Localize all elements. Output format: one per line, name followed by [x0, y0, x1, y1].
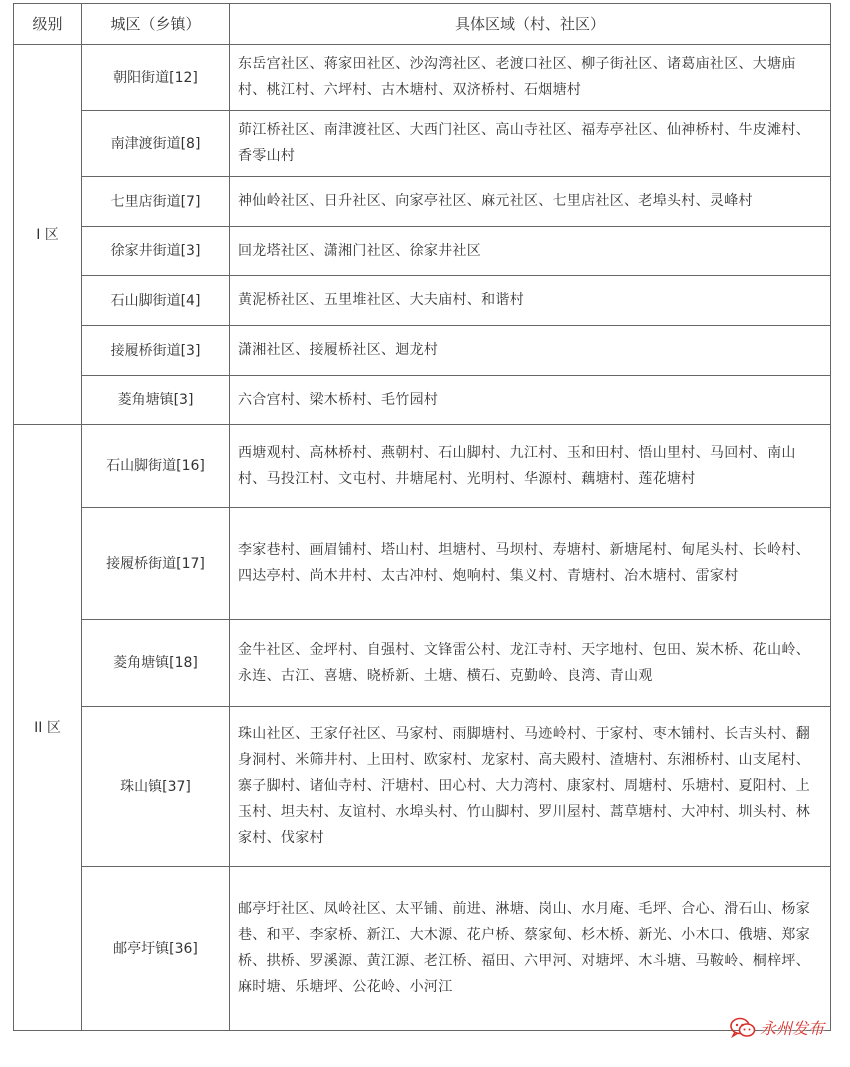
table-row: [14, 326, 831, 376]
areas-cell: 潇湘社区、接履桥社区、迴龙村: [230, 326, 831, 376]
town-cell: 珠山镇[37]: [82, 707, 230, 867]
table-row: [14, 707, 831, 867]
areas-cell: 黄泥桥社区、五里堆社区、大夫庙村、和谐村: [230, 276, 831, 326]
town-cell: 七里店街道[7]: [82, 177, 230, 227]
areas-cell: 西塘观村、高林桥村、燕朝村、石山脚村、九江村、玉和田村、悟山里村、马回村、南山村、马投江村、文屯村、井塘尾村、光明村、华源村、藕塘村、莲花塘村: [230, 425, 831, 508]
areas-cell: 神仙岭社区、日升社区、向家亭社区、麻元社区、七里店社区、老埠头村、灵峰村: [230, 177, 831, 227]
table-row: [14, 620, 831, 707]
table-row: [14, 508, 831, 620]
table-row: [14, 111, 831, 177]
town-cell: 朝阳街道[12]: [82, 45, 230, 111]
wechat-logo-icon: [730, 1017, 756, 1039]
areas-cell: 邮亭圩社区、凤岭社区、太平铺、前进、淋塘、岗山、水月庵、毛坪、合心、滑石山、杨家巷、和平、李家桥、新江、大木源、花户桥、蔡家甸、杉木桥、新光、小木口、俄塘、郑家桥、拱桥、罗溪源、黄江源、老江桥、福田、六甲河、对塘坪、木斗塘、马鞍岭、桐梓坪、麻时塘、乐塘坪、公花岭、小河江: [230, 867, 831, 1031]
town-cell: 菱角塘镇[3]: [82, 376, 230, 425]
level-cell-2: II 区: [14, 425, 82, 1031]
district-table: [13, 3, 831, 1031]
town-cell: 南津渡街道[8]: [82, 111, 230, 177]
areas-cell: 回龙塔社区、潇湘门社区、徐家井社区: [230, 227, 831, 276]
watermark: [730, 1016, 824, 1039]
areas-cell: 金牛社区、金坪村、自强村、文锋雷公村、龙江寺村、天字地村、包田、炭木桥、花山岭、永连、古江、喜塘、晓桥新、土塘、横石、克勤岭、良湾、青山观: [230, 620, 831, 707]
town-cell: 接履桥街道[3]: [82, 326, 230, 376]
town-cell: 邮亭圩镇[36]: [82, 867, 230, 1031]
town-cell: 石山脚街道[16]: [82, 425, 230, 508]
areas-cell: 茆江桥社区、南津渡社区、大西门社区、高山寺社区、福寿亭社区、仙神桥村、牛皮滩村、香零山村: [230, 111, 831, 177]
areas-cell: 李家巷村、画眉铺村、塔山村、坦塘村、马坝村、寿塘村、新塘尾村、甸尾头村、长岭村、四达亭村、尚木井村、太古冲村、炮响村、集义村、青塘村、冶木塘村、雷家村: [230, 508, 831, 620]
areas-cell: 珠山社区、王家仔社区、马家村、雨脚塘村、马迹岭村、于家村、枣木铺村、长吉头村、翻身洞村、米筛井村、上田村、欧家村、龙家村、高夫殿村、渣塘村、东湘桥村、山支尾村、寨子脚村、诸仙寺村、汗塘村、田心村、大力湾村、康家村、周塘村、乐塘村、夏阳村、上玉村、坦夫村、友谊村、水埠头村、竹山脚村、罗川屋村、蒿草塘村、大冲村、圳头村、林家村、伐家村: [230, 707, 831, 867]
areas-cell: 六合宫村、梁木桥村、毛竹园村: [230, 376, 831, 425]
town-cell: 石山脚街道[4]: [82, 276, 230, 326]
header-row: [14, 4, 831, 45]
town-cell: 接履桥街道[17]: [82, 508, 230, 620]
header-level: 级别: [14, 4, 82, 45]
table-row: [14, 276, 831, 326]
table-row: [14, 425, 831, 508]
table-row: [14, 177, 831, 227]
table-row: [14, 227, 831, 276]
town-cell: 徐家井街道[3]: [82, 227, 230, 276]
header-town: 城区（乡镇）: [82, 4, 230, 45]
table-row: [14, 376, 831, 425]
table-row: [14, 45, 831, 111]
watermark-text: 永州发布: [759, 1019, 824, 1038]
areas-cell: 东岳宫社区、蒋家田社区、沙沟湾社区、老渡口社区、柳子街社区、诸葛庙社区、大塘庙村、桃江村、六坪村、古木塘村、双济桥村、石烟塘村: [230, 45, 831, 111]
level-cell-1: I 区: [14, 45, 82, 425]
header-areas: 具体区域（村、社区）: [230, 4, 831, 45]
town-cell: 菱角塘镇[18]: [82, 620, 230, 707]
table-row: [14, 867, 831, 1031]
